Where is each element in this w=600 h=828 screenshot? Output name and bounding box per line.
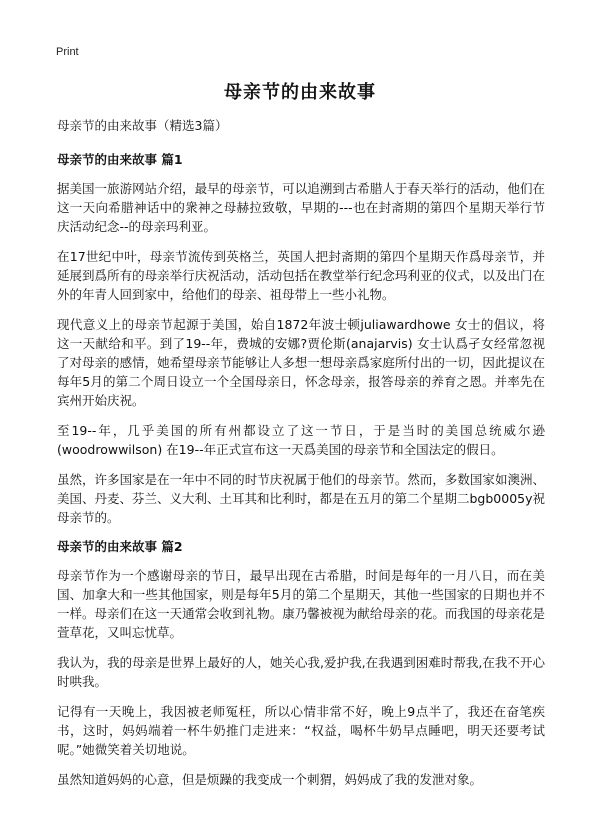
paragraph: 母亲节作为一个感谢母亲的节日，最早出现在古希腊，时间是每年的一月八日，而在美国、加拿大和一些其他国家，则是每年5月的第二个星期天，其他一些国家的日期也并不一样。母亲们在这一天通常会收到礼物。康乃馨被视为献给母亲的花。而我国的母亲花是萱草花，又叫忘忧草。 [57, 568, 545, 640]
section-heading: 母亲节的由来故事 篇1 [57, 152, 183, 167]
document-subtitle: 母亲节的由来故事（精选3篇） [57, 118, 228, 133]
document-title: 母亲节的由来故事 [224, 82, 376, 103]
print-link[interactable]: Print [56, 46, 79, 58]
paragraph: 记得有一天晚上，我因被老师冤枉，所以心情非常不好，晚上9点半了，我还在奋笔疾书，这时，妈妈端着一杯牛奶推门走进来：“权益，喝杯牛奶早点睡吧，明天还要考试呢。”她微笑着关切地说。 [57, 704, 545, 757]
paragraph: 我认为，我的母亲是世界上最好的人，她关心我,爱护我,在我遇到困难时帮我,在我不开心时哄我。 [57, 655, 545, 689]
section-2 [57, 538, 545, 789]
paragraph: 至19--年，几乎美国的所有州都设立了这一节日，于是当时的美国总统威尔逊(woodrowwilson) 在19--年正式宣布这一天爲美国的母亲节和全国法定的假日。 [57, 423, 545, 457]
document-body [57, 117, 545, 800]
paragraph: 在17世纪中叶，母亲节流传到英格兰，英国人把封斋期的第四个星期天作爲母亲节，并延展到爲所有的母亲举行庆祝活动，活动包括在教堂举行纪念玛利亚的仪式，以及出门在外的年青人回到家中，给他们的母亲、祖母带上一些小礼物。 [57, 249, 545, 302]
paragraph: 据美国一旅游网站介绍，最早的母亲节，可以追溯到古希腊人于春天举行的活动，他们在这一天向希腊神话中的衆神之母赫拉致敬，早期的---也在封斋期的第四个星期天举行节庆活动纪念--的母亲玛利亚。 [57, 181, 545, 234]
paragraph: 虽然知道妈妈的心意，但是烦躁的我变成一个刺猬，妈妈成了我的发泄对象。 [57, 772, 483, 787]
section-heading: 母亲节的由来故事 篇2 [57, 539, 183, 554]
paragraph: 虽然，许多国家是在一年中不同的时节庆祝属于他们的母亲节。然而，多数国家如澳洲、美国、丹麦、芬兰、义大利、土耳其和比利时，都是在五月的第二个星期二bgb0005y祝母亲节的。 [57, 472, 546, 525]
paragraph: 现代意义上的母亲节起源于美国，始自1872年波士顿juliawardhowe 女士的倡议，将这一天献给和平。到了19--年，费城的安娜?贾伦斯(anajarvis) 女士认爲孑女经常忽视了对母亲的感情，她希望母亲节能够让人多想一想母亲爲家庭所付出的一切，因此提议在每年5月的第二个周日设立一个全国母亲日，怀念母亲，报答母亲的养育之恩。并率先在宾州开始庆祝。 [57, 317, 545, 408]
section-1 [57, 151, 545, 527]
